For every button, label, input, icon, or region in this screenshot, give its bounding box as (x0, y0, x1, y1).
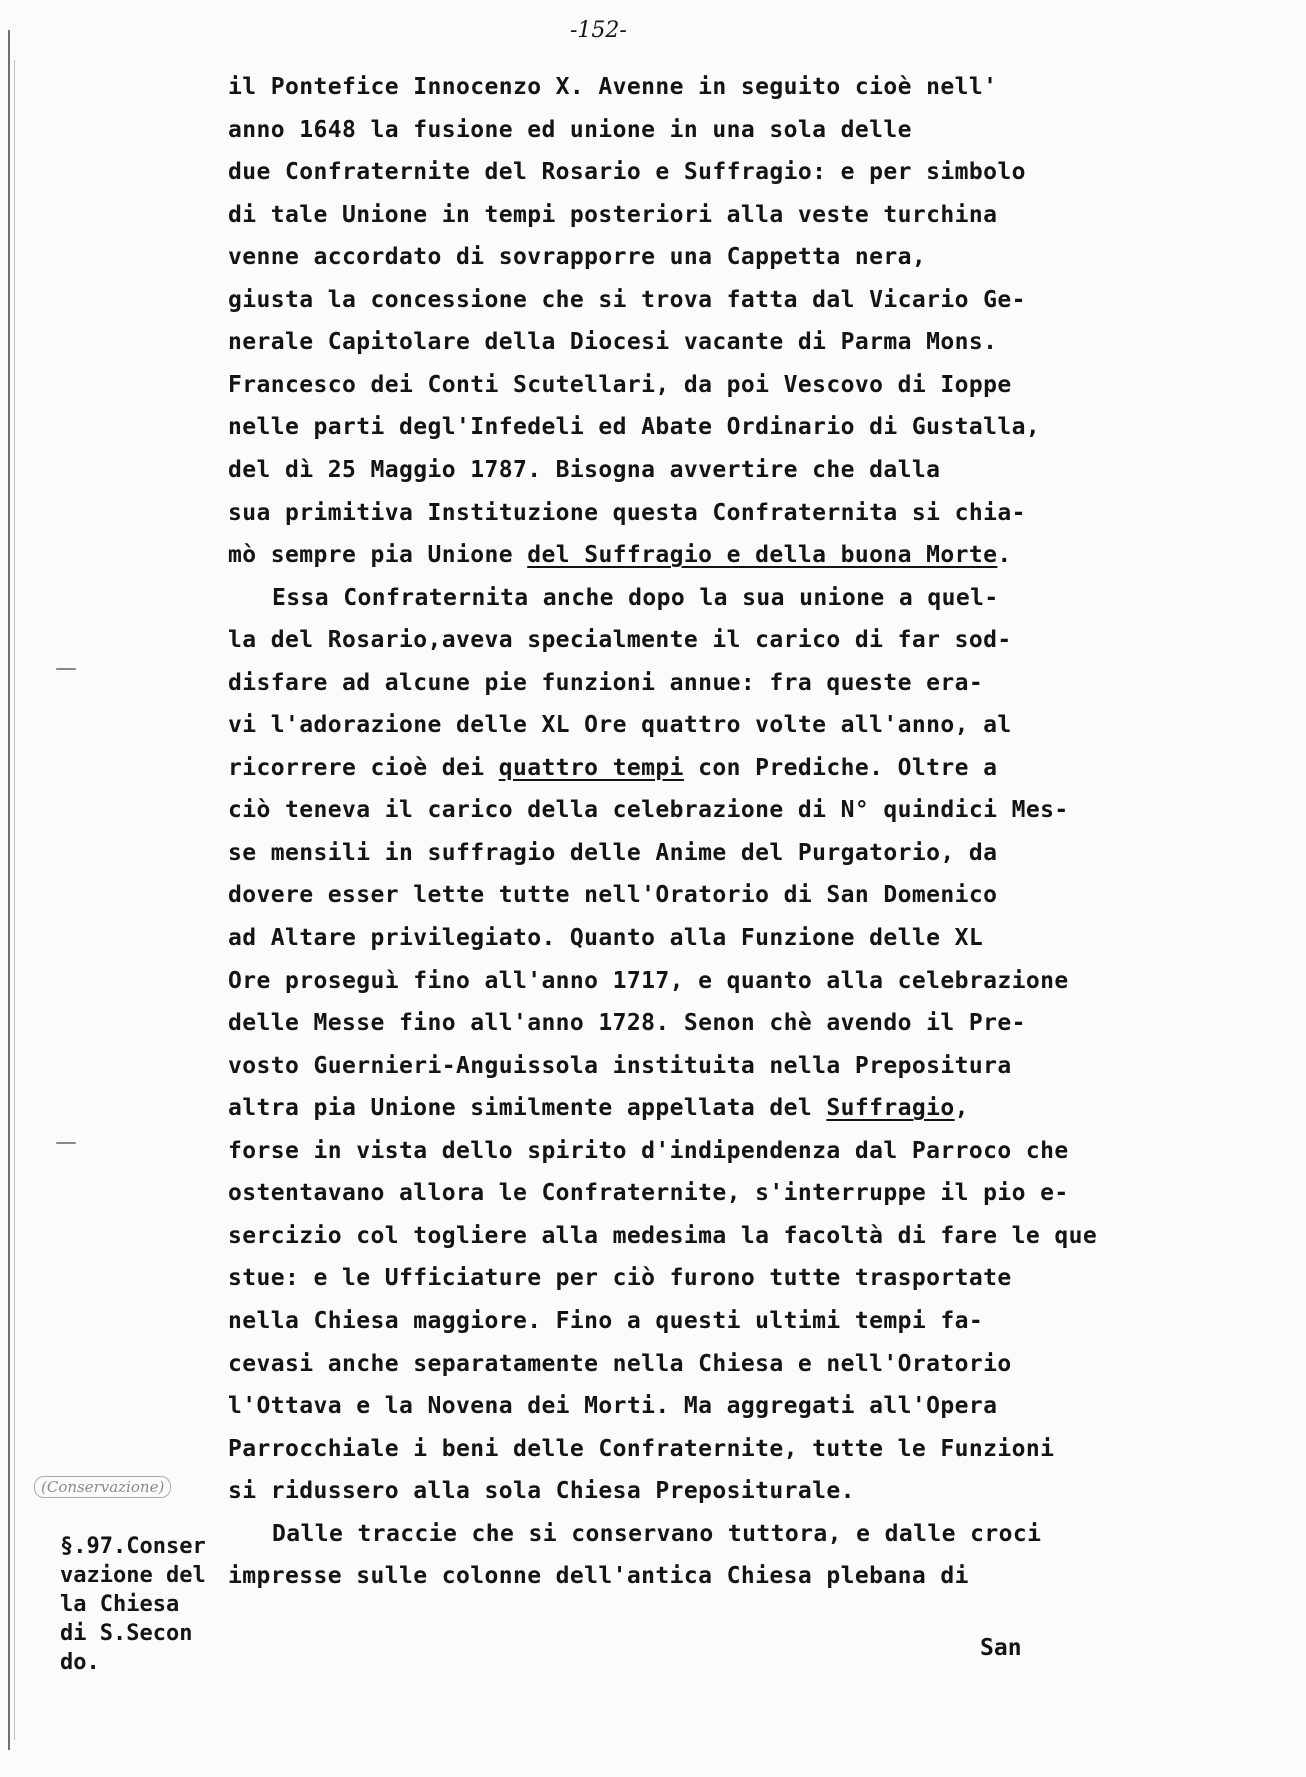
text-line (228, 1008, 1026, 1038)
text-segment: la del Rosario,aveva specialmente il carico di far sod- (228, 627, 1012, 653)
text-segment: ciò teneva il carico della celebrazione di N° quindici Mes- (228, 797, 1069, 823)
text-line (228, 72, 997, 102)
text-segment: giusta la concessione che si trova fatta dal Vicario Ge- (228, 287, 1026, 313)
punch-mark (56, 668, 76, 670)
text-segment: di tale Unione in tempi posteriori alla veste turchina (228, 202, 998, 228)
text-segment: Francesco dei Conti Scutellari, da poi Vescovo di Ioppe (228, 372, 1012, 398)
text-segment: sua primitiva Instituzione questa Confraternita si chia- (228, 500, 1026, 526)
text-line (228, 1306, 983, 1336)
text-line (228, 1221, 1097, 1251)
text-segment: nella Chiesa maggiore. Fino a questi ultimi tempi fa- (228, 1308, 984, 1334)
text-line (228, 668, 983, 698)
text-segment: delle Messe fino all'anno 1728. Senon chè avendo il Pre- (228, 1010, 1026, 1036)
text-line (228, 1434, 1054, 1464)
text-line (228, 540, 1012, 570)
text-segment: due Confraternite del Rosario e Suffragio: e per simbolo (228, 159, 1026, 185)
text-line (228, 1051, 1012, 1081)
text-line (228, 200, 997, 230)
text-segment: l'Ottava e la Novena dei Morti. Ma aggregati all'Opera (228, 1393, 998, 1419)
text-line (228, 880, 997, 910)
text-segment: vosto Guernieri-Anguissola instituita nella Prepositura (228, 1053, 1012, 1079)
text-line (228, 157, 1026, 187)
text-line (228, 1093, 969, 1123)
text-segment: dovere esser lette tutte nell'Oratorio di San Domenico (228, 882, 998, 908)
text-segment: forse in vista dello spirito d'indipendenza dal Parroco che (228, 1138, 1069, 1164)
text-line (228, 498, 1026, 528)
text-segment: . (997, 542, 1012, 568)
text-segment: stue: e le Ufficiature per ciò furono tutte trasportate (228, 1265, 1012, 1291)
text-line (228, 1349, 1012, 1379)
punch-mark (56, 1142, 76, 1144)
binding-edge (8, 30, 10, 1750)
text-segment: cevasi anche separatamente nella Chiesa e nell'Oratorio (228, 1351, 1012, 1377)
text-line (228, 625, 1012, 655)
text-line (228, 242, 926, 272)
text-segment: Essa Confraternita anche dopo la sua unione a quel- (272, 585, 999, 611)
text-line (228, 1263, 1012, 1293)
text-segment: ad Altare privilegiato. Quanto alla Funzione delle XL (228, 925, 984, 951)
text-segment: anno 1648 la fusione ed unione in una sola delle (228, 117, 912, 143)
text-line (228, 370, 1012, 400)
text-segment: Ore proseguì fino all'anno 1717, e quanto alla celebrazione (228, 968, 1069, 994)
text-line (228, 1136, 1069, 1166)
text-segment: con Prediche. Oltre a (683, 755, 998, 781)
binding-edge-inner (14, 60, 15, 1740)
text-line (228, 327, 997, 357)
text-line (228, 1561, 969, 1591)
text-segment: nerale Capitolare della Diocesi vacante di Parma Mons. (228, 329, 998, 355)
margin-note-line: §.97.Conser (60, 1534, 206, 1559)
text-segment: Dalle traccie che si conservano tuttora, e dalle croci (272, 1521, 1042, 1547)
underlined-phrase: quattro tempi (498, 755, 684, 781)
margin-note-line: di S.Secon (60, 1621, 193, 1646)
text-segment: mò sempre pia Unione (228, 542, 528, 568)
text-line (228, 1178, 1069, 1208)
text-line (228, 115, 912, 145)
text-line (228, 966, 1069, 996)
text-line (228, 455, 940, 485)
text-segment: venne accordato di sovrapporre una Cappetta nera, (228, 244, 927, 270)
underlined-phrase: Suffragio (826, 1095, 955, 1121)
text-line (228, 285, 1026, 315)
text-segment: se mensili in suffragio delle Anime del Purgatorio, da (228, 840, 998, 866)
margin-note-line: do. (60, 1650, 100, 1675)
text-segment: il Pontefice Innocenzo X. Avenne in seguito cioè nell' (228, 74, 998, 100)
text-line (228, 710, 1012, 740)
text-line (228, 795, 1069, 825)
catchword: San (980, 1635, 1022, 1661)
text-segment: si ridussero alla sola Chiesa Prepositurale. (228, 1478, 855, 1504)
text-line (228, 923, 983, 953)
margin-note-line: la Chiesa (60, 1592, 180, 1617)
text-line (228, 1391, 997, 1421)
margin-note-line: vazione del (60, 1563, 206, 1588)
text-segment: , (954, 1095, 969, 1121)
text-segment: disfare ad alcune pie funzioni annue: fra queste era- (228, 670, 984, 696)
text-segment: impresse sulle colonne dell'antica Chiesa plebana di (228, 1563, 969, 1589)
text-segment: ricorrere cioè dei (228, 755, 499, 781)
text-line (272, 583, 999, 613)
text-segment: nelle parti degl'Infedeli ed Abate Ordinario di Gustalla, (228, 414, 1041, 440)
text-segment: vi l'adorazione delle XL Ore quattro volte all'anno, al (228, 712, 1012, 738)
underlined-phrase: del Suffragio e della buona Morte (527, 542, 998, 568)
margin-annotation: (Conservazione) (34, 1476, 171, 1498)
text-line (228, 1476, 855, 1506)
page-number: -152- (570, 18, 627, 43)
text-segment: ostentavano allora le Confraternite, s'interruppe il pio e- (228, 1180, 1069, 1206)
text-segment: del dì 25 Maggio 1787. Bisogna avvertire che dalla (228, 457, 941, 483)
text-segment: Parrocchiale i beni delle Confraternite, tutte le Funzioni (228, 1436, 1055, 1462)
text-segment: altra pia Unione similmente appellata del (228, 1095, 827, 1121)
text-line (228, 753, 997, 783)
text-line (272, 1519, 1041, 1549)
text-segment: sercizio col togliere alla medesima la facoltà di fare le que (228, 1223, 1098, 1249)
text-line (228, 412, 1040, 442)
text-line (228, 838, 997, 868)
